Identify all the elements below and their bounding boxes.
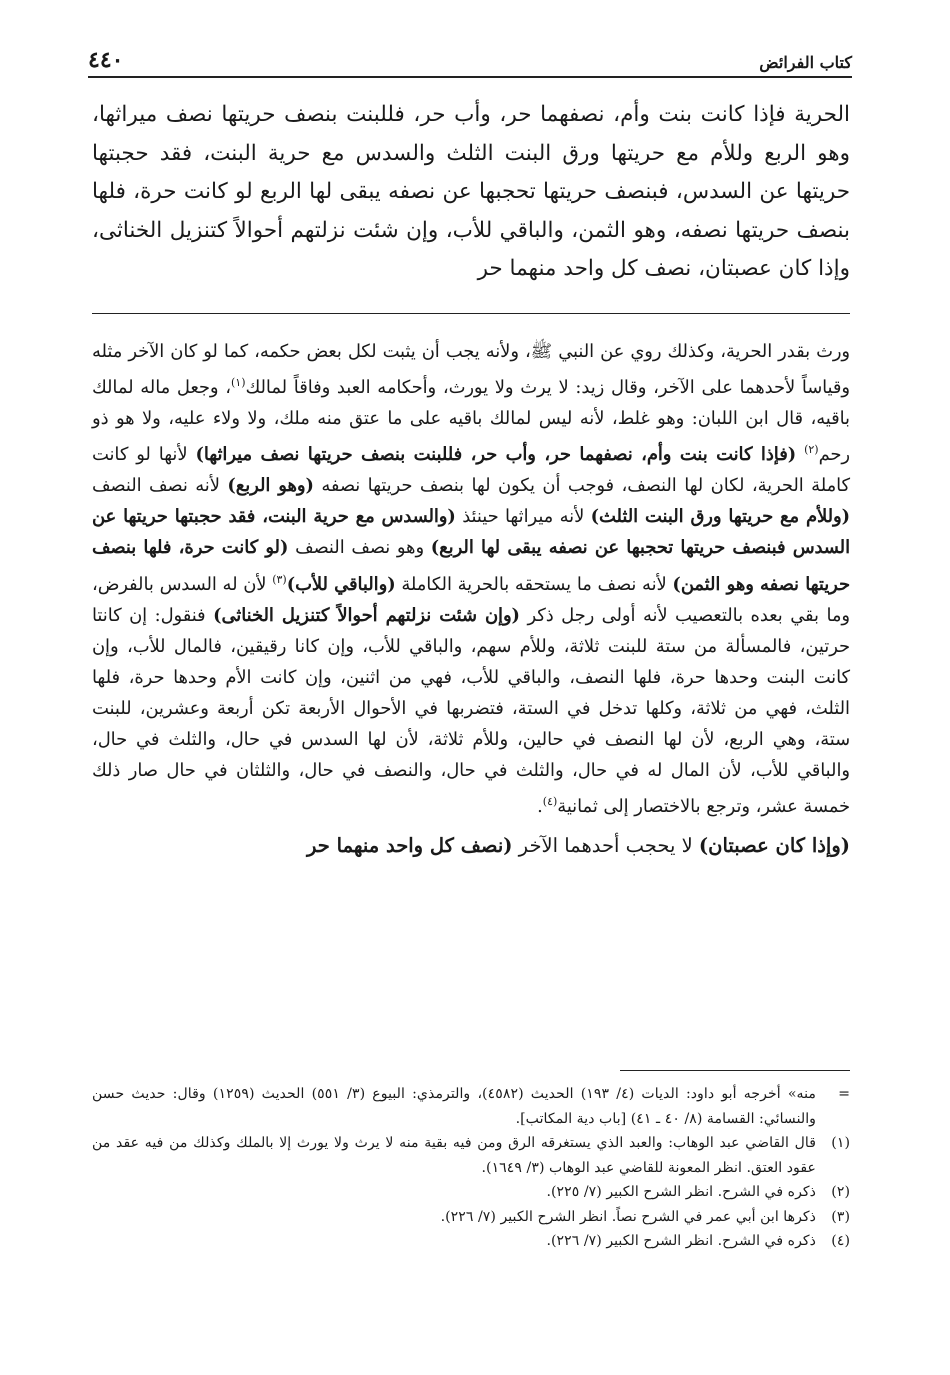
running-header xyxy=(88,40,852,78)
commentary-paragraph xyxy=(92,830,850,861)
footnote-text: قال القاضي عبد الوهاب: والعبد الذي يستغرقه الرق ومن فيه بقية منه لا يرث ولا يورث إلا بالملك وكذلك من فيه عقد من عقود العتق. انظر المعونة للقاضي عبد الوهاب (٣/ ١٦٤٩). xyxy=(92,1135,816,1176)
footnote-divider xyxy=(620,1070,850,1071)
commentary xyxy=(92,336,850,861)
commentary-text: لأنه نصف ما يستحقه بالحرية الكاملة xyxy=(395,573,673,595)
footnote-text: منه» أخرجه أبو داود: الديات (٤/ ١٩٣) الحديث (٤٥٨٢)، والترمذي: البيوع (٣/ ٥٥١) الحديث (١٢٥٩) وقال: حديث حسن والنسائي: القسامة (٨/ ٤٠ ـ ٤١) [باب دية المكاتب]. xyxy=(92,1086,817,1127)
footnote-number: (٢) xyxy=(831,1184,850,1200)
footnote-marker: (٤) xyxy=(542,795,558,809)
quoted-matn: (وهو الربع) xyxy=(227,475,314,497)
footnote-number: (١) xyxy=(831,1135,850,1151)
quoted-matn: (لو كانت حرة، فلها بنصف حريتها نصفه وهو الثمن) xyxy=(92,537,850,595)
footnote xyxy=(92,1131,850,1180)
footnote-number: (٤) xyxy=(831,1233,850,1249)
book-title: كتاب الفرائض xyxy=(759,53,852,72)
commentary-text: لأن له السدس بالفرض، وما بقي بعده بالتعصيب لأنه أولى رجل ذكر xyxy=(92,573,850,626)
commentary-text: لأنها لو كانت كاملة الحرية، لكان لها النصف، فوجب أن يكون لها بنصف حريتها نصفه xyxy=(92,444,850,497)
quoted-matn: (وإن شئت نزلتهم أحوالاً كتنزيل الخناثى) xyxy=(213,604,520,626)
commentary-text: . xyxy=(537,796,543,817)
footnote xyxy=(92,1229,850,1254)
footnote xyxy=(92,1082,850,1131)
footnote-marker: (٢) xyxy=(804,443,819,457)
text-divider xyxy=(92,313,850,314)
quoted-matn: (فإذا كانت بنت وأم، نصفهما حر، وأب حر، فللبنت بنصف حريتها نصف ميراثها) xyxy=(195,444,797,466)
commentary-text: ، وجعل ماله لمالك باقيه، قال ابن اللبان: وهو غلط، لأنه ليس لمالك باقيه على ما عتق منه ملك، ولا ولاء عليه، ولا هو ذو رحم xyxy=(92,377,850,466)
quoted-matn: (والسدس مع حرية البنت، فقد حجبتها حريتها عن السدس فبنصف حريتها تحجبها عن نصفه يبقى لها الربع) xyxy=(92,506,851,559)
footnote-text: ذكره في الشرح. انظر الشرح الكبير (٧/ ٢٢٦). xyxy=(546,1233,816,1249)
commentary-text: لأنه ميراثها حينئذ xyxy=(455,506,591,528)
commentary-text: لا يحجب أحدهما الآخر xyxy=(512,834,699,858)
commentary-text: وهو نصف النصف xyxy=(288,537,431,559)
footnote xyxy=(92,1180,850,1205)
footnote-marker: (١) xyxy=(231,376,246,390)
commentary-text xyxy=(796,444,804,465)
footnote-number: (٣) xyxy=(831,1208,850,1225)
footnote-text: ذكره في الشرح. انظر الشرح الكبير (٧/ ٢٢٥). xyxy=(546,1184,816,1200)
main-text: الحرية فإذا كانت بنت وأم، نصفهما حر، وأب حر، فللبنت بنصف حريتها نصف ميراثها، وهو الربع وللأم مع حريتها ورق البنت الثلث والسدس مع حرية البنت، فقد حجبتها حريتها عن السدس، فبنصف حريتها تحجبها عن نصفه يبقى لها الربع لو كانت حرة، فلها بنصف حريتها نصفه، وهو الثمن، والباقي للأب، وإن شئت نزلتهم أحوالاً كتنزيل الخناثى، وإذا كان عصبتان، نصف كل واحد منهما حر xyxy=(92,102,850,281)
page-number: ٤٤٠ xyxy=(88,47,124,73)
quoted-matn: (وللأم مع حريتها ورق البنت الثلث) xyxy=(590,506,850,528)
commentary-text: ورث بقدر الحرية، وكذلك روي عن النبي ﷺ، ولأنه يجب أن يثبت لكل بعض حكمه، كما لو كان الآخر مثله وقياساً لأحدهما على الآخر، وقال زيد: لا يرث ولا يورث، وأحكامه العبد وفاقاً لمالك xyxy=(92,341,851,399)
footnote-marker: (٣) xyxy=(272,572,287,586)
commentary-text: فنقول: إن كانتا حرتين، فالمسألة من ستة للبنت ثلاثة، وللأم سهم، والباقي للأب، وإن كانا رقيقين، فالمال للأب، وإن كانت البنت وحدها حرة، فلها النصف، والباقي للأب، فهي من اثنين، وإن كانت الأم وحدها حرة، فلها الثلث، فهي من ثلاثة، وكلها تدخل في الستة، فتضربها في الأحوال الأربعة تكن أربعة وعشرين، للبنت ستة، وهي الربع، لأن لها النصف في حالين، وللأم ثلاثة، لأن لها السدس في حال، والثلث في حال، والباقي للأب، لأن المال له في حال، والثلث في حال، والنصف في حال، والثلثان في حال صار ذلك خمسة عشر، وترجع بالاختصار إلى ثمانية xyxy=(92,604,850,817)
quoted-matn: (نصف كل واحد منهما حر xyxy=(307,834,513,858)
footnote-text: ذكرها ابن أبي عمر في الشرح نصاً. انظر الشرح الكبير (٧/ ٢٢٦). xyxy=(440,1208,816,1225)
footnote xyxy=(92,1205,850,1230)
commentary-text: لأنه نصف النصف xyxy=(92,475,228,497)
quoted-matn: (والباقي للأب) xyxy=(286,573,396,595)
commentary-paragraph xyxy=(92,336,850,822)
footnote-number: = xyxy=(838,1086,850,1102)
footnotes xyxy=(92,1082,850,1254)
quoted-matn: (وإذا كان عصبتان) xyxy=(698,834,850,858)
